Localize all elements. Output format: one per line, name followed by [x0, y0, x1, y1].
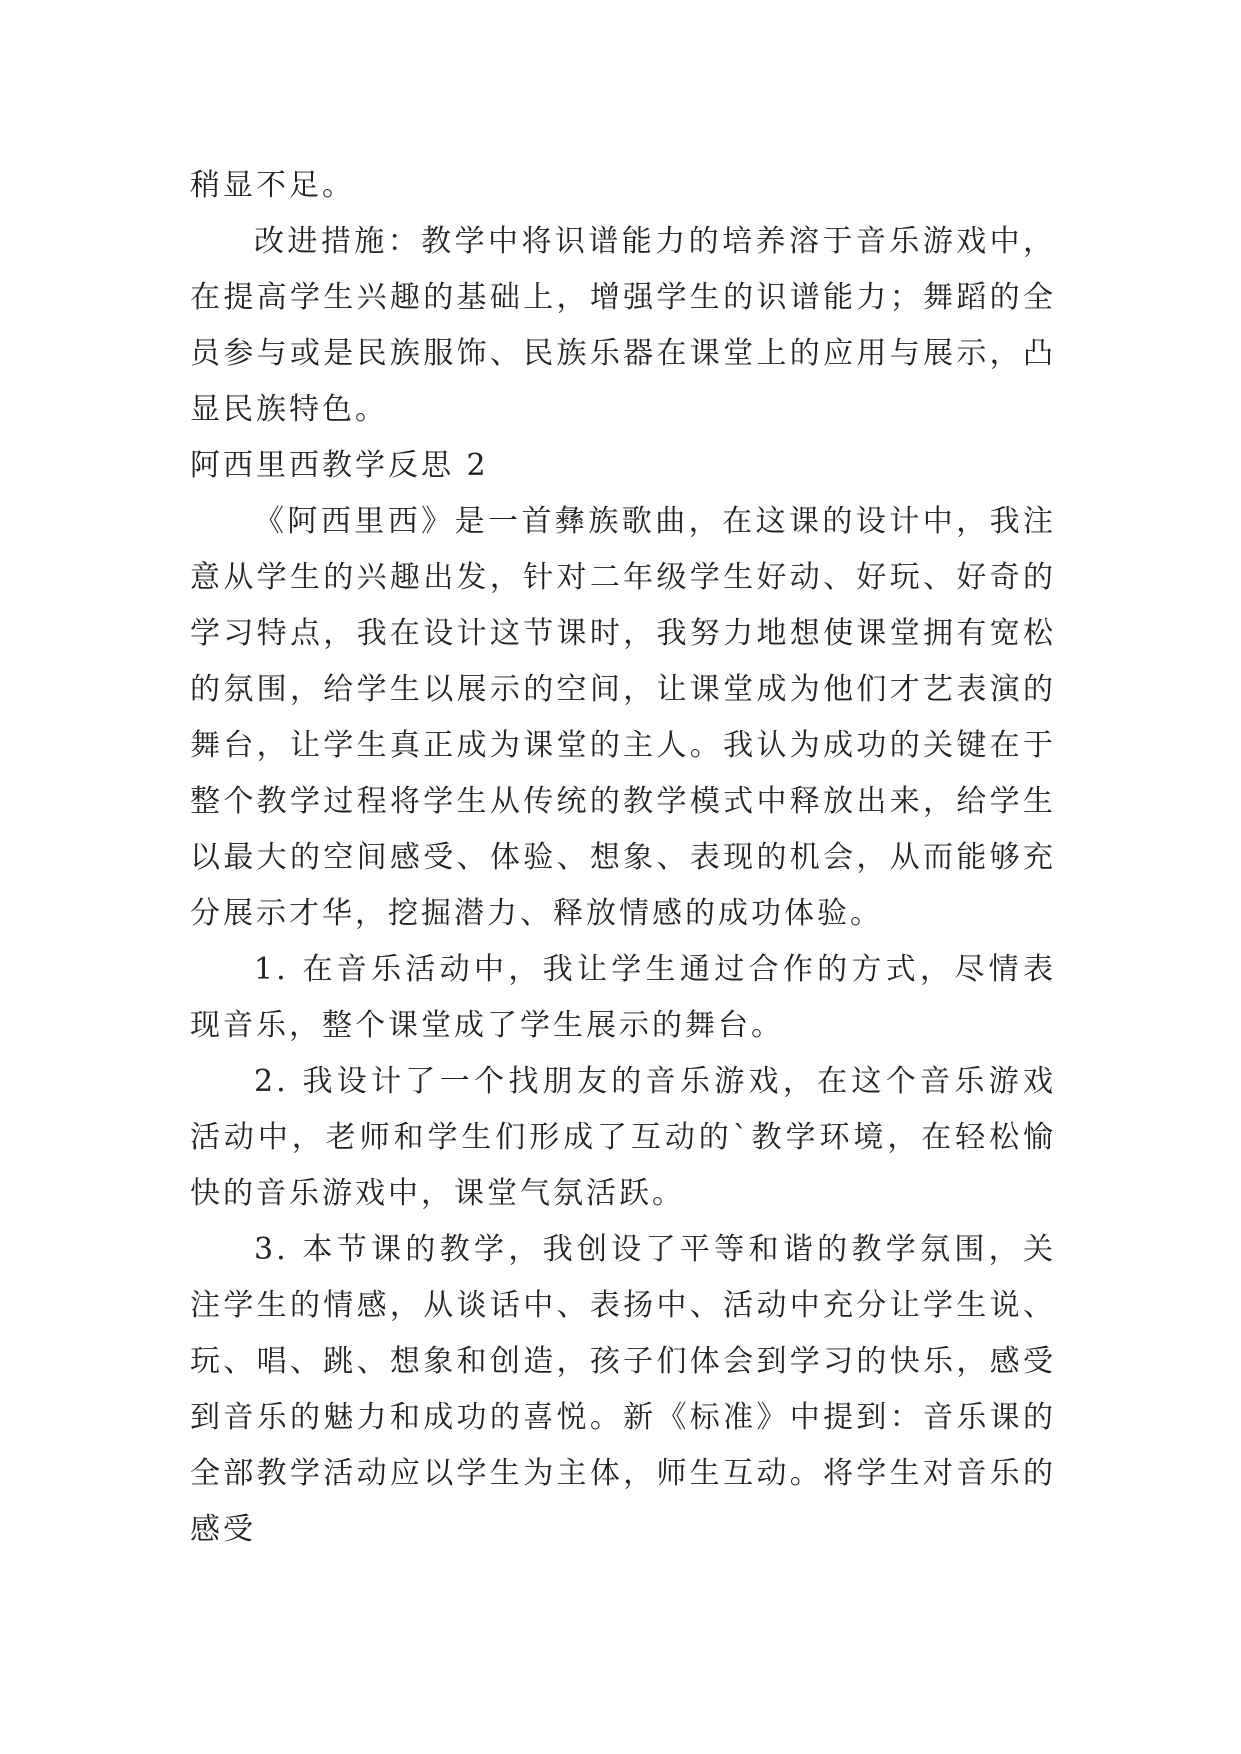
paragraph-point-2: 2. 我设计了一个找朋友的音乐游戏，在这个音乐游戏活动中，老师和学生们形成了互动的`教学环境，在轻松愉快的音乐游戏中，课堂气氛活跃。	[190, 1064, 1056, 1211]
paragraph-point-1: 1. 在音乐活动中，我让学生通过合作的方式，尽情表现音乐，整个课堂成了学生展示的舞台。	[190, 952, 1056, 1043]
paragraph-point-3: 3. 本节课的教学，我创设了平等和谐的教学氛围，关注学生的情感，从谈话中、表扬中、活动中充分让学生说、玩、唱、跳、想象和创造，孩子们体会到学习的快乐，感受到音乐的魅力和成功的喜悦。新《标准》中提到：音乐课的全部教学活动应以学生为主体，师生互动。将学生对音乐的感受	[190, 1232, 1056, 1547]
document-body	[190, 158, 1056, 1558]
section-heading: 阿西里西教学反思 2	[190, 448, 489, 483]
paragraph-improvement-measures: 改进措施：教学中将识谱能力的培养溶于音乐游戏中，在提高学生兴趣的基础上，增强学生的识谱能力；舞蹈的全员参与或是民族服饰、民族乐器在课堂上的应用与展示，凸显民族特色。	[190, 224, 1056, 427]
paragraph-intro: 《阿西里西》是一首彝族歌曲，在这课的设计中，我注意从学生的兴趣出发，针对二年级学生好动、好玩、好奇的学习特点，我在设计这节课时，我努力地想使课堂拥有宽松的氛围，给学生以展示的空间，让课堂成为他们才艺表演的舞台，让学生真正成为课堂的主人。我认为成功的关键在于整个教学过程将学生从传统的教学模式中释放出来，给学生以最大的空间感受、体验、想象、表现的机会，从而能够充分展示才华，挖掘潜力、释放情感的成功体验。	[190, 504, 1056, 931]
paragraph-continuation: 稍显不足。	[190, 168, 355, 203]
